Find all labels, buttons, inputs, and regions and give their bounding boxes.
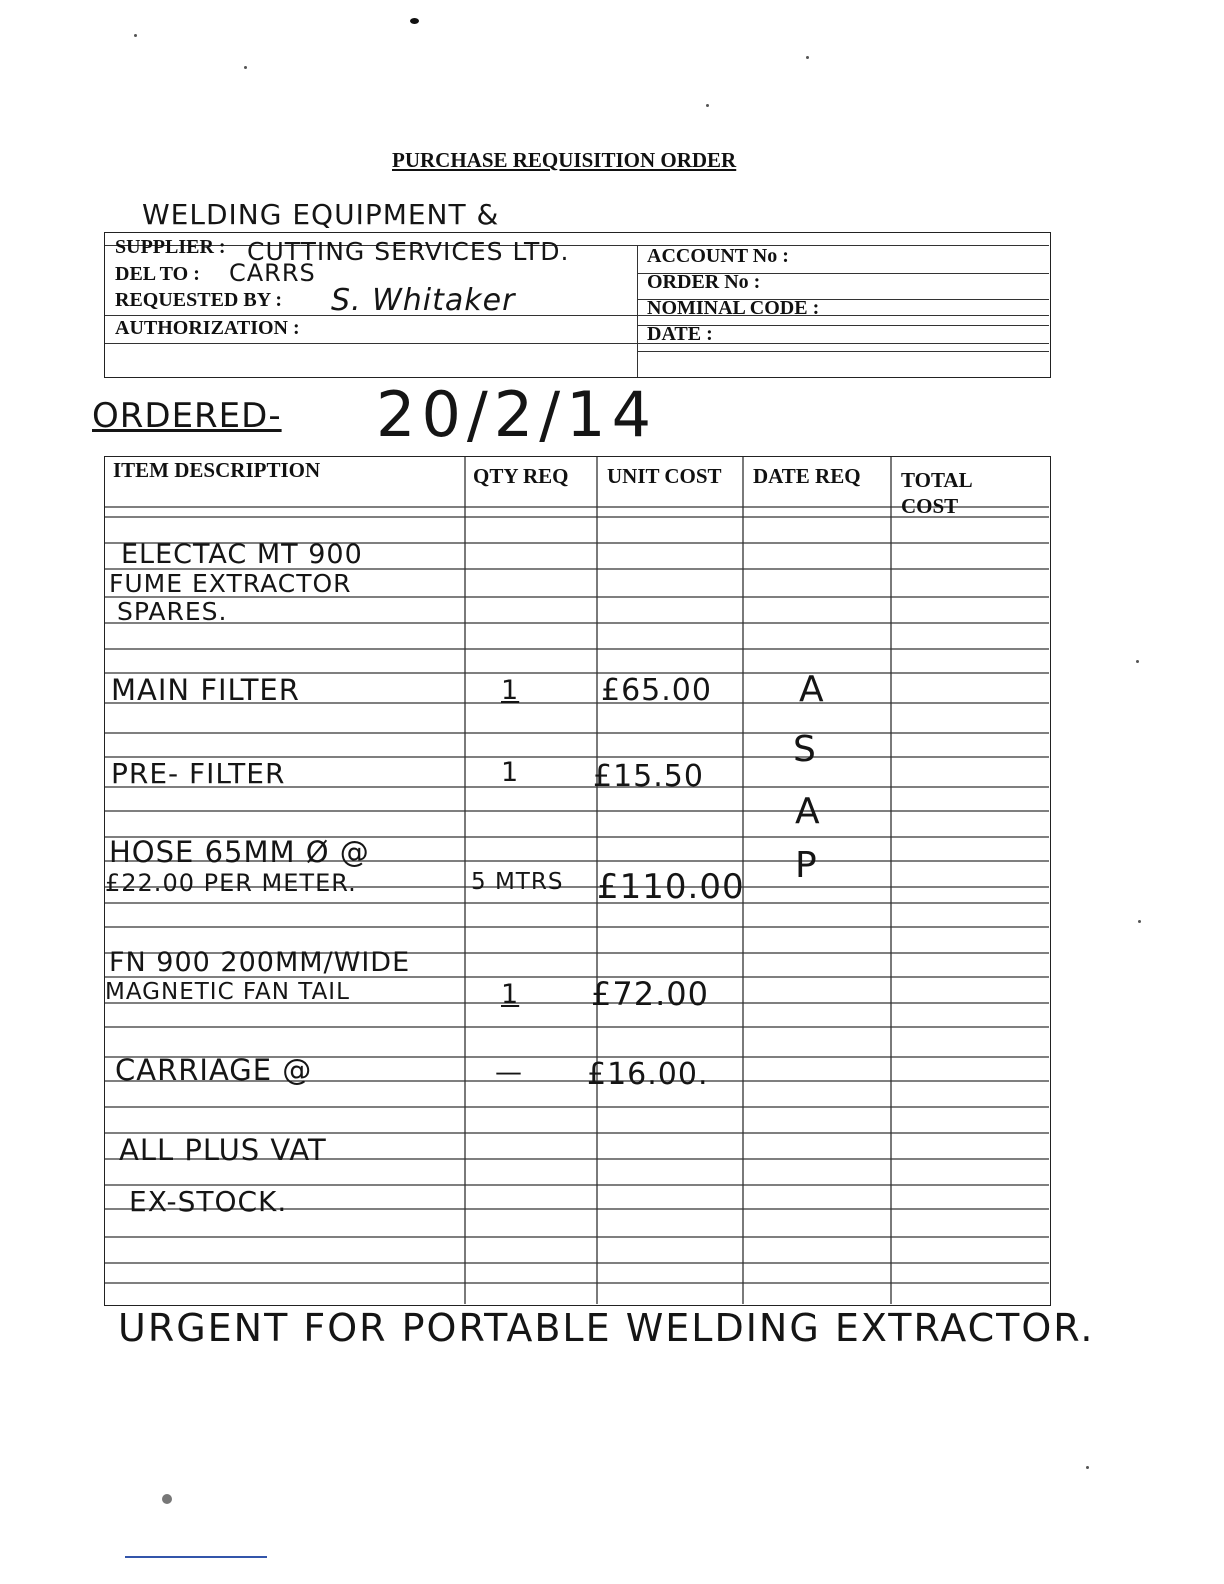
list-item: MAIN FILTER <box>111 673 300 707</box>
document-title: PURCHASE REQUISITION ORDER <box>392 148 737 172</box>
scan-speck <box>410 18 419 24</box>
supplier-handwritten-line1: WELDING EQUIPMENT & <box>142 198 500 231</box>
nominal-code-label: NOMINAL CODE : <box>647 297 820 319</box>
authorization-label: AUTHORIZATION : <box>115 317 300 339</box>
col-total-cost: TOTAL COST <box>901 468 972 518</box>
item-table <box>104 456 1051 1306</box>
list-item: EX-STOCK. <box>129 1185 288 1218</box>
scan-speck <box>244 66 247 69</box>
supplier-label: SUPPLIER : <box>115 236 226 258</box>
list-item: CARRIAGE @ <box>115 1053 313 1087</box>
qty-value: 5 MTRS <box>471 869 564 895</box>
qty-value: — <box>495 1057 523 1088</box>
requested-by-value: S. Whitaker <box>331 283 516 318</box>
scan-speck <box>134 34 137 37</box>
date-req-letter: S <box>793 729 817 770</box>
ordered-label: ORDERED- <box>92 396 282 436</box>
supplier-value: CUTTING SERVICES LTD. <box>247 237 570 266</box>
list-item: HOSE 65MM Ø @ <box>109 835 370 869</box>
date-req-letter: P <box>795 845 818 886</box>
scan-speck <box>1138 920 1141 923</box>
scan-speck <box>1086 1466 1089 1469</box>
del-to-value: CARRS <box>229 259 316 287</box>
qty-value: 1 <box>501 675 520 706</box>
unit-cost-value: £15.50 <box>593 759 704 794</box>
unit-cost-value: £16.00. <box>587 1057 709 1092</box>
col-date-req: DATE REQ <box>753 464 861 488</box>
col-item-description: ITEM DESCRIPTION <box>113 458 321 482</box>
date-req-letter: A <box>799 669 825 710</box>
scan-speck <box>162 1494 172 1504</box>
footer-note: URGENT FOR PORTABLE WELDING EXTRACTOR. <box>118 1306 1095 1350</box>
list-item: ELECTAC MT 900 <box>121 539 363 570</box>
list-item: MAGNETIC FAN TAIL <box>105 979 350 1005</box>
col-qty-req: QTY REQ <box>473 464 569 488</box>
footer-rule <box>125 1556 267 1558</box>
order-no-label: ORDER No : <box>647 271 761 293</box>
requested-by-label: REQUESTED BY : <box>115 289 283 311</box>
unit-cost-value: £110.00 <box>597 867 745 907</box>
list-item: PRE- FILTER <box>111 757 286 790</box>
unit-cost-value: £72.00 <box>591 975 709 1013</box>
unit-cost-value: £65.00 <box>601 673 712 708</box>
scan-speck <box>1136 660 1139 663</box>
qty-value: 1 <box>501 979 520 1010</box>
date-req-letter: A <box>795 791 821 832</box>
list-item: £22.00 PER METER. <box>105 869 357 897</box>
account-no-label: ACCOUNT No : <box>647 245 789 267</box>
scan-speck <box>706 104 709 107</box>
qty-value: 1 <box>501 757 520 788</box>
del-to-label: DEL TO : <box>115 263 200 285</box>
list-item: SPARES. <box>117 597 228 626</box>
ordered-date: 20/2/14 <box>376 378 658 451</box>
list-item: FN 900 200MM/WIDE <box>109 947 411 978</box>
list-item: ALL PLUS VAT <box>119 1133 327 1167</box>
col-unit-cost: UNIT COST <box>607 464 722 488</box>
header-box <box>104 232 1051 378</box>
date-label: DATE : <box>647 323 713 345</box>
scan-speck <box>806 56 809 59</box>
list-item: FUME EXTRACTOR <box>109 569 352 598</box>
